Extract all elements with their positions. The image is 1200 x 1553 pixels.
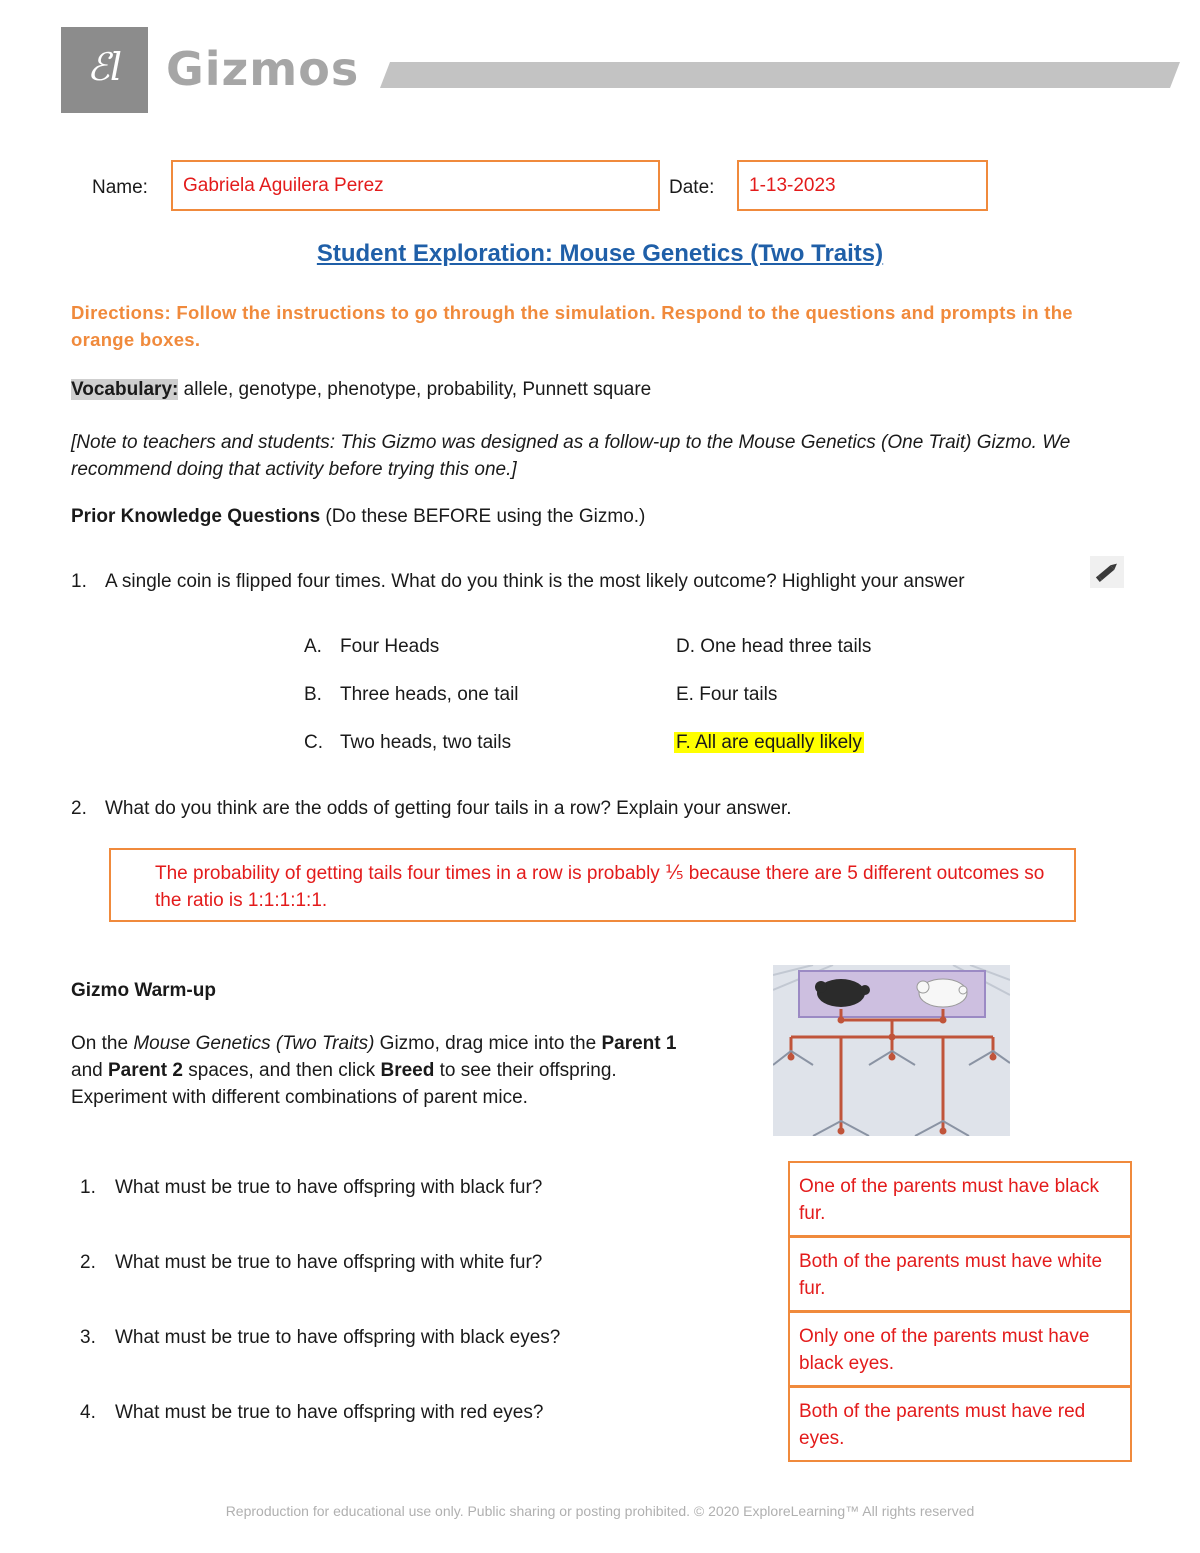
vocabulary-terms: allele, genotype, phenotype, probability, Punnett square [178, 379, 652, 400]
warmup-drag: Gizmo, drag mice into the [374, 1033, 602, 1054]
warmup-gizmo-name: Mouse Genetics (Two Traits) [133, 1033, 375, 1054]
warmup-q3-answer-box[interactable] [788, 1311, 1132, 1387]
warmup-q3-text: What must be true to have offspring with black eyes? [115, 1327, 561, 1348]
logo-mark: ℰl [86, 45, 123, 89]
warmup-q2-text: What must be true to have offspring with white fur? [115, 1252, 543, 1273]
warmup-spaces: spaces, and then click [182, 1060, 381, 1081]
date-field[interactable]: 1-13-2023 [737, 160, 988, 211]
name-label: Name: [92, 177, 148, 198]
prior-knowledge-title: Prior Knowledge Questions [71, 506, 321, 527]
choice-a-text: Four Heads [340, 636, 440, 657]
warmup-q2-answer: Both of the parents must have white fur. [799, 1251, 1103, 1299]
q2-answer-box[interactable] [109, 848, 1076, 922]
page-title: Student Exploration: Mouse Genetics (Two Traits) [316, 240, 884, 267]
q1-number: 1. [71, 571, 87, 592]
warmup-parent2: Parent 2 [107, 1060, 183, 1081]
vocabulary-label: Vocabulary: [71, 379, 179, 400]
warmup-q4-text: What must be true to have offspring with red eyes? [115, 1402, 544, 1423]
gizmos-brand: Gizmos [166, 42, 360, 96]
directions-text: Directions: Follow the instructions to go through the simulation. Respond to the questions and prompts in the orange boxes. [71, 302, 1073, 350]
choice-a[interactable] [304, 636, 440, 658]
q2-number: 2. [71, 798, 87, 819]
warmup-heading: Gizmo Warm-up [71, 980, 216, 1001]
choice-c-letter: C. [304, 732, 323, 753]
pencil-icon[interactable] [1090, 556, 1124, 588]
warmup-q1-text: What must be true to have offspring with black fur? [115, 1177, 543, 1198]
warmup-q3-number: 3. [80, 1327, 96, 1348]
warmup-q4-number: 4. [80, 1402, 96, 1423]
explorelearning-logo [61, 27, 148, 113]
choice-c[interactable] [304, 732, 512, 754]
warmup-breed: Breed [380, 1060, 435, 1081]
warmup-rest: to see their offspring. Experiment with different combinations of parent mice. [71, 1060, 617, 1108]
q1-text: A single coin is flipped four times. What do you think is the most likely outcome? Highlight your answer [105, 571, 965, 592]
warmup-q3-answer: Only one of the parents must have black eyes. [799, 1326, 1090, 1374]
date-label: Date: [669, 177, 715, 198]
gizmo-mouse-breeding-image [773, 965, 1010, 1136]
warmup-q2-number: 2. [80, 1252, 96, 1273]
warmup-intro: On the [71, 1033, 134, 1054]
warmup-paragraph [71, 1030, 711, 1111]
warmup-q2-answer-box[interactable] [788, 1236, 1132, 1312]
choice-b-text: Three heads, one tail [340, 684, 519, 705]
choice-b-letter: B. [304, 684, 322, 705]
q2-text: What do you think are the odds of getting four tails in a row? Explain your answer. [105, 798, 792, 819]
prior-knowledge-note: (Do these BEFORE using the Gizmo.) [320, 506, 646, 527]
choice-f-text: F. All are equally likely [676, 732, 862, 753]
copyright-footer: Reproduction for educational use only. Public sharing or posting prohibited. © 2020 ExploreLearning™ All rights reserved [225, 1503, 975, 1519]
warmup-q4-answer: Both of the parents must have red eyes. [799, 1401, 1086, 1449]
choice-b[interactable] [304, 684, 519, 706]
choice-f-highlighted[interactable] [674, 732, 864, 754]
choice-e[interactable]: E. Four tails [676, 684, 778, 705]
choice-d[interactable]: D. One head three tails [676, 636, 872, 657]
prior-knowledge-heading [71, 503, 645, 530]
warmup-q1-number: 1. [80, 1177, 96, 1198]
teacher-note: [Note to teachers and students: This Gizmo was designed as a follow-up to the Mouse Genetics (One Trait) Gizmo. We recommend doing that activity before trying this one.] [71, 432, 1071, 480]
q2-answer-text: The probability of getting tails four times in a row is probably ⅕ because there are 5 different outcomes so the ratio is 1:1:1:1:1. [155, 863, 1045, 911]
warmup-q1-answer-box[interactable] [788, 1161, 1132, 1237]
name-field[interactable]: Gabriela Aguilera Perez [171, 160, 660, 211]
choice-c-text: Two heads, two tails [340, 732, 512, 753]
header-bar [380, 62, 1180, 88]
choice-a-letter: A. [304, 636, 322, 657]
warmup-q4-answer-box[interactable] [788, 1386, 1132, 1462]
vocabulary-line [71, 376, 651, 403]
warmup-and: and [71, 1060, 108, 1081]
warmup-parent1: Parent 1 [601, 1033, 677, 1054]
warmup-q1-answer: One of the parents must have black fur. [799, 1176, 1099, 1224]
